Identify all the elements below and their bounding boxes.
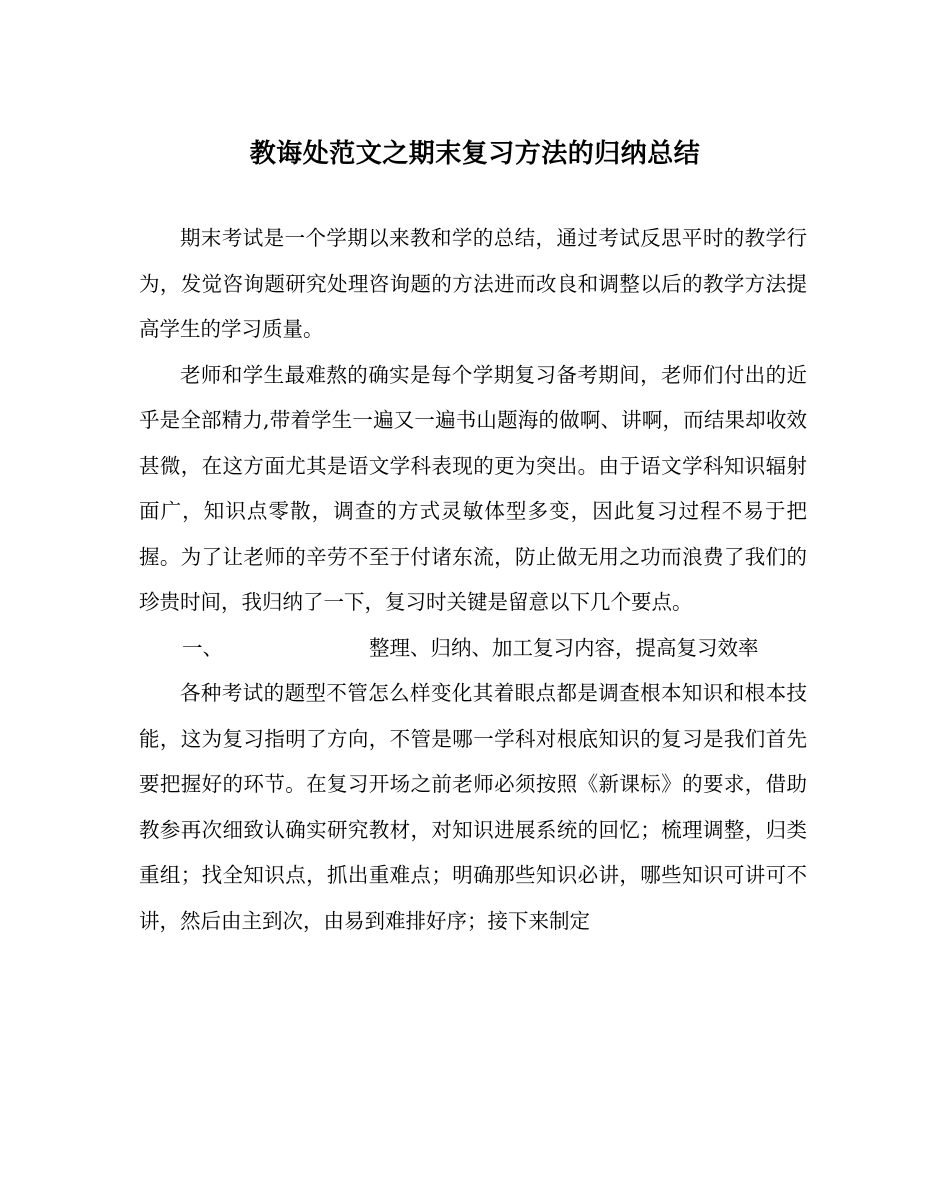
document-body (139, 216, 807, 944)
paragraph-intro: 期末考试是一个学期以来教和学的总结，通过考试反思平时的教学行为，发觉咨询题研究处理咨询题的方法进而改良和调整以后的教学方法提高学生的学习质量。 (139, 226, 807, 341)
section-heading-text: 整理、归纳、加工复习内容，提高复习效率 (369, 635, 759, 660)
document-title: 教诲处范文之期末复习方法的归纳总结 (249, 139, 701, 169)
section-heading-number: 一、 (182, 635, 223, 660)
section-heading (139, 626, 807, 672)
paragraph-section-one: 各种考试的题型不管怎么样变化其着眼点都是调查根本知识和根本技能，这为复习指明了方向，不管是哪一学科对根底知识的复习是我们首先要把握好的环节。在复习开场之前老师必须按照《新课标》的要求，借助教参再次细致认确实研究教材，对知识进展系统的回忆；梳理调整，归类重组；找全知识点，抓出重难点；明确那些知识必讲，哪些知识可讲可不讲，然后由主到次，由易到难排好序；接下来制定 (139, 681, 807, 933)
paragraph-difficulty: 老师和学生最难熬的确实是每个学期复习备考期间，老师们付出的近乎是全部精力,带着学生一遍又一遍书山题海的做啊、讲啊，而结果却收效甚微，在这方面尤其是语文学科表现的更为突出。由于语文学科知识辐射面广，知识点零散，调查的方式灵敏体型多变，因此复习过程不易于把握。为了让老师的辛劳不至于付诸东流，防止做无用之功而浪费了我们的珍贵时间，我归纳了一下，复习时关键是留意以下几个要点。 (139, 362, 807, 614)
